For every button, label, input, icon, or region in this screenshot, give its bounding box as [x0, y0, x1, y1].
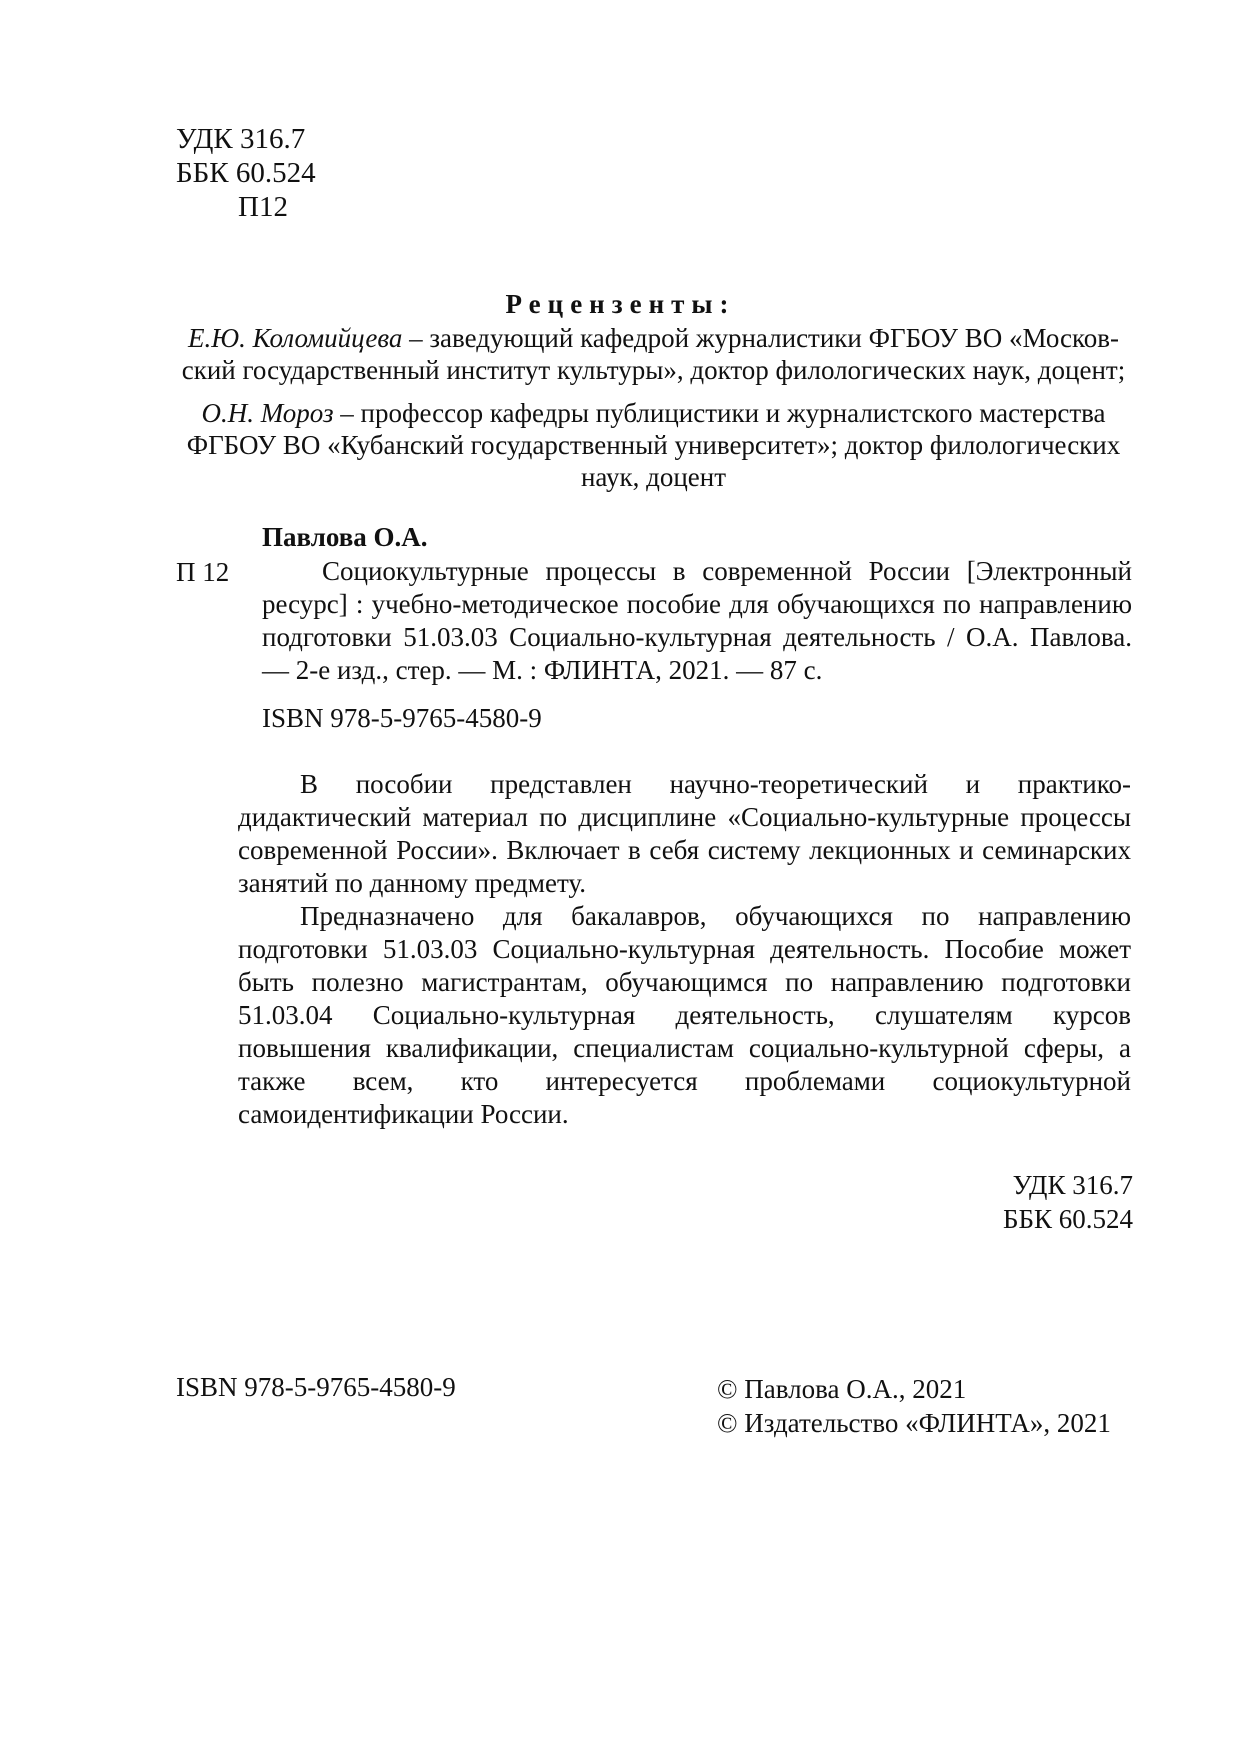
annotation [238, 768, 1131, 1131]
reviewer-2-text1: – профессор кафедры публицистики и журналистского мастерства [333, 398, 1106, 428]
udk-bottom-block [1003, 1168, 1133, 1236]
catalog-author: Павлова О.А. [262, 522, 428, 552]
udk-top: УДК 316.7 [176, 123, 306, 155]
annotation-paragraph-1: В пособии представлен научно-теоретический и практико-дидактический материал по дисциплине «Социально-культурные процессы современной России». Включает в себя систему лекционных и семинарских занятий по данному предмету. [238, 769, 1131, 898]
bbk-bottom: ББК 60.524 [1002, 1204, 1133, 1234]
reviewers-title: Рецензенты: [505, 289, 736, 319]
copyright-publisher: © Издательство «ФЛИНТА», 2021 [717, 1408, 1111, 1438]
catalog-isbn: ISBN 978-5-9765-4580-9 [262, 703, 542, 733]
reviewer-1 [176, 322, 1131, 386]
udk-bottom: УДК 316.7 [1012, 1170, 1133, 1200]
author-code-top: П12 [238, 191, 288, 223]
copyright-author: © Павлова О.А., 2021 [717, 1374, 967, 1404]
reviewer-2 [176, 397, 1131, 493]
udk-top-block [176, 122, 316, 224]
reviewer-1-text2: ский государственный институт культуры», доктор филологических наук, доцент; [181, 355, 1126, 385]
reviewer-2-name: О.Н. Мороз [201, 398, 334, 428]
footer-isbn: ISBN 978-5-9765-4580-9 [176, 1372, 456, 1402]
reviewer-2-text2: ФГБОУ ВО «Кубанский государственный университет»; доктор филологических [186, 430, 1121, 460]
reviewer-1-name: Е.Ю. Коломийцева [188, 323, 403, 353]
catalog-description: Социокультурные процессы в современной России [Электронный ресурс] : учебно-методическое пособие для обучающихся по направлению подготовки 51.03.03 Социально-культурная деятельность / О.А. Павлова. — 2-е изд., стер. — М. : ФЛИНТА, 2021. — 87 с. [262, 556, 1132, 685]
reviewer-1-text1: – заведующий кафедрой журналистики ФГБОУ ВО «Москов- [402, 323, 1119, 353]
reviewer-2-text3: наук, доцент [580, 462, 727, 492]
reviewer-2-line1 [176, 397, 1131, 429]
reviewer-1-line1 [176, 322, 1131, 354]
catalog-code: П 12 [176, 557, 230, 587]
bbk-top: ББК 60.524 [176, 157, 316, 189]
copyright-block [717, 1372, 1111, 1440]
annotation-paragraph-2: Предназначено для бакалавров, обучающихся по направлению подготовки 51.03.03 Социально-культурная деятельность. Пособие может быть полезно магистрантам, обучающимся по направлению подготовки 51.03.04 Социально-культурная деятельность, слушателям курсов повышения квалификации, специалистам социально-культурной сферы, а также всем, кто интересуется проблемами социокультурной самоидентификации России. [238, 901, 1131, 1129]
